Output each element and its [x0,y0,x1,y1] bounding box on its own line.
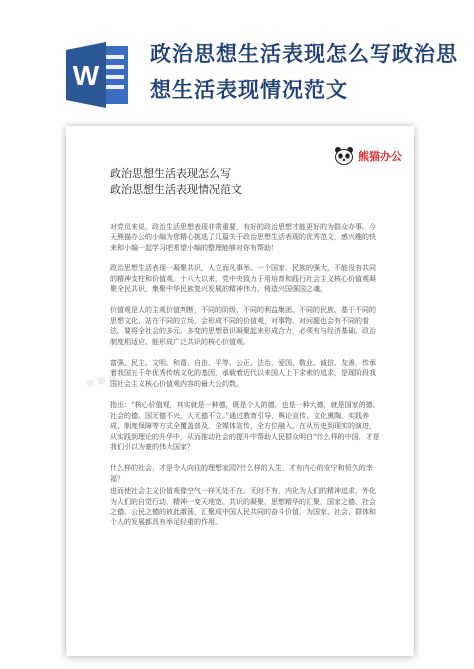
document-title-line-2: 政治思想生活表现情况范文 [110,183,242,196]
word-icon-letter: W [72,60,100,91]
watermark: ■ ■ ■ [85,372,118,390]
paragraph: 价值观是人的主观价值判断，不同的阶级、不同的利益集团、不同的民族、基于不同的思想文化、站在不同的立场，会形成不同的价值观，对事物、对问题也会有不同的看法。要将全社会的多元、多变的思想意识凝聚起来形成合力，必须有与经济基础、政治制度相适应、能形成广泛共识的核心价值观。 [110,306,376,346]
document-preview [66,126,414,656]
document-body [110,222,380,539]
panda-icon [334,146,354,166]
paragraph: 什么样的社会，才是令人向往的理想家园?什么样的人生，才有内心的安宁和恒久的幸福？ [110,464,373,483]
hero-banner [0,0,474,120]
paragraph: 政治思想生活表现一凝聚共识，人立而凡事举。一个国家、民族的强大，不能没有共同的精神支柱和价值观。十八大以来，党中央致力于用培育和践行社会主义核心价值观凝聚全民共识，集聚中华民族复兴发展的精神伟力，铸造兴国强国之魂。 [110,264,376,294]
paragraph: 对党员来说，政治生活思想表现非常重要，有好的政治思想才能更好的为群众办事。今天熊猫办公的小编为您精心挑选了几篇关于政治思想生活表现的优秀范文，感兴趣的快来和小编一起学习吧希望小编的整理能够对你有帮助！ [110,223,376,252]
paragraph: 指出：“核心价值观，其实就是一种德，既是个人的德，也是一种大德，就是国家的德、社会的德。国无德不兴，人无德不立。”通过教育引导、舆论宣传、文化熏陶、实践养成、制度保障等方式全覆盖普及，全媒体宣传，全方位融入，在从历史到现实的演进，从实践到理论的升华中，从而推动社会的提升中帮助人民群众明白“什么样的中国，才是我们引以为豪的伟大国家？ [110,401,380,451]
document-title-line-1: 政治思想生活表现怎么写 [110,167,231,180]
page-title: 政治思想生活表现怎么写政治思想生活表现情况范文 [150,42,458,102]
brand-name: 熊猫办公 [358,150,402,163]
paragraph: 富强、民主、文明、和谐，自由、平等、公正、法治，爱国、敬业、诚信、友善，传承着我国五千年优秀传统文化的基因，承载着近代以来国人上下求索的追求，是现阶段我国社会主义核心价值观内容的最大公约数。 [110,359,376,388]
brand-logo [334,146,402,166]
word-document-icon [62,38,136,112]
paragraph: 进而使社会主义价值观像空气一样无处不在、无时不有，内化为人们的精神追求，外化为人们的自觉行动，精神一变天地宽。共识的凝聚，思想精华的汇聚，国家之德、社会之德、公民之德的彼此激荡，汇聚成中国人民共同的奋斗价值，为国家、社会、群体和个人的发展都具有举足轻重的作用。 [110,487,376,527]
document-title [110,166,380,198]
